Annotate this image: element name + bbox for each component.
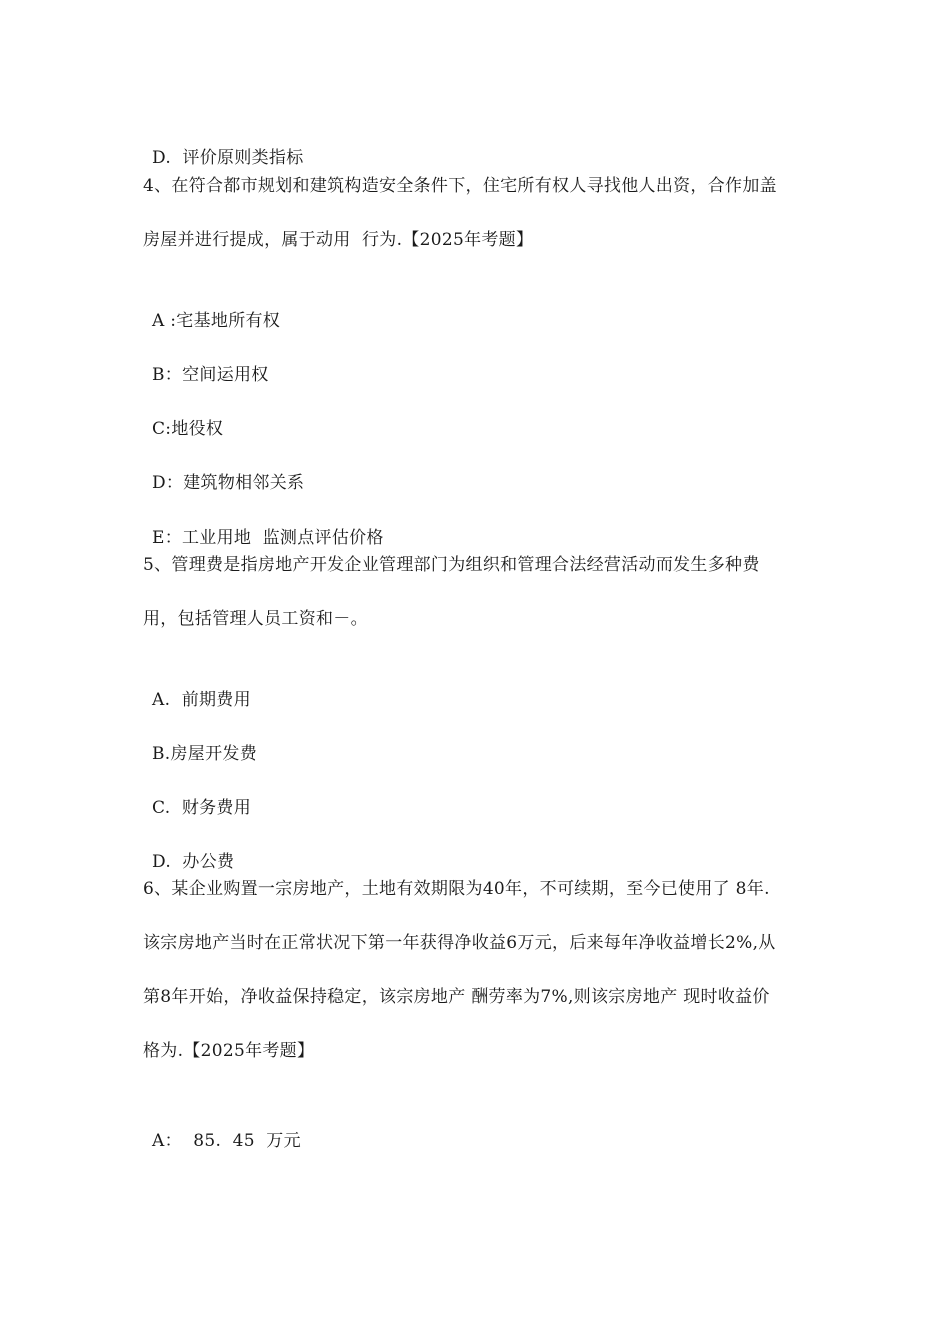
question-4-line-2: 房屋并进行提成，属于动用 行为.【2025年考题】 <box>143 230 534 250</box>
question-6-line-3: 第8年开始，净收益保持稳定，该宗房地产 酬劳率为7%,则该宗房地产 现时收益价 <box>143 987 770 1007</box>
option-5c: C. 财务费用 <box>152 798 252 818</box>
question-5-line-1: 5、管理费是指房地产开发企业管理部门为组织和管理合法经营活动而发生多种费 <box>143 555 760 575</box>
question-4-line-1: 4、在符合都市规划和建筑构造安全条件下，住宅所有权人寻找他人出资，合作加盖 <box>143 176 777 196</box>
option-5b: B.房屋开发费 <box>152 744 257 764</box>
question-6-line-2: 该宗房地产当时在正常状况下第一年获得净收益6万元，后来每年净收益增长2%,从 <box>143 933 776 953</box>
option-4c: C:地役权 <box>152 419 224 439</box>
option-3d: D. 评价原则类指标 <box>152 148 304 168</box>
option-6a: A： 85. 45 万元 <box>152 1131 301 1151</box>
option-5d: D. 办公费 <box>152 852 235 872</box>
option-5a: A. 前期费用 <box>152 690 251 710</box>
question-5-line-2: 用，包括管理人员工资和－。 <box>143 609 368 629</box>
option-4d: D：建筑物相邻关系 <box>152 473 305 493</box>
option-4a: A :宅基地所有权 <box>152 311 281 331</box>
option-4b: B：空间运用权 <box>152 365 269 385</box>
question-6-line-4: 格为.【2025年考题】 <box>143 1041 315 1061</box>
question-6-line-1: 6、某企业购置一宗房地产，土地有效期限为40年，不可续期，至今已使用了 8年. <box>143 879 770 899</box>
option-4e: E：工业用地 监测点评估价格 <box>152 528 384 548</box>
